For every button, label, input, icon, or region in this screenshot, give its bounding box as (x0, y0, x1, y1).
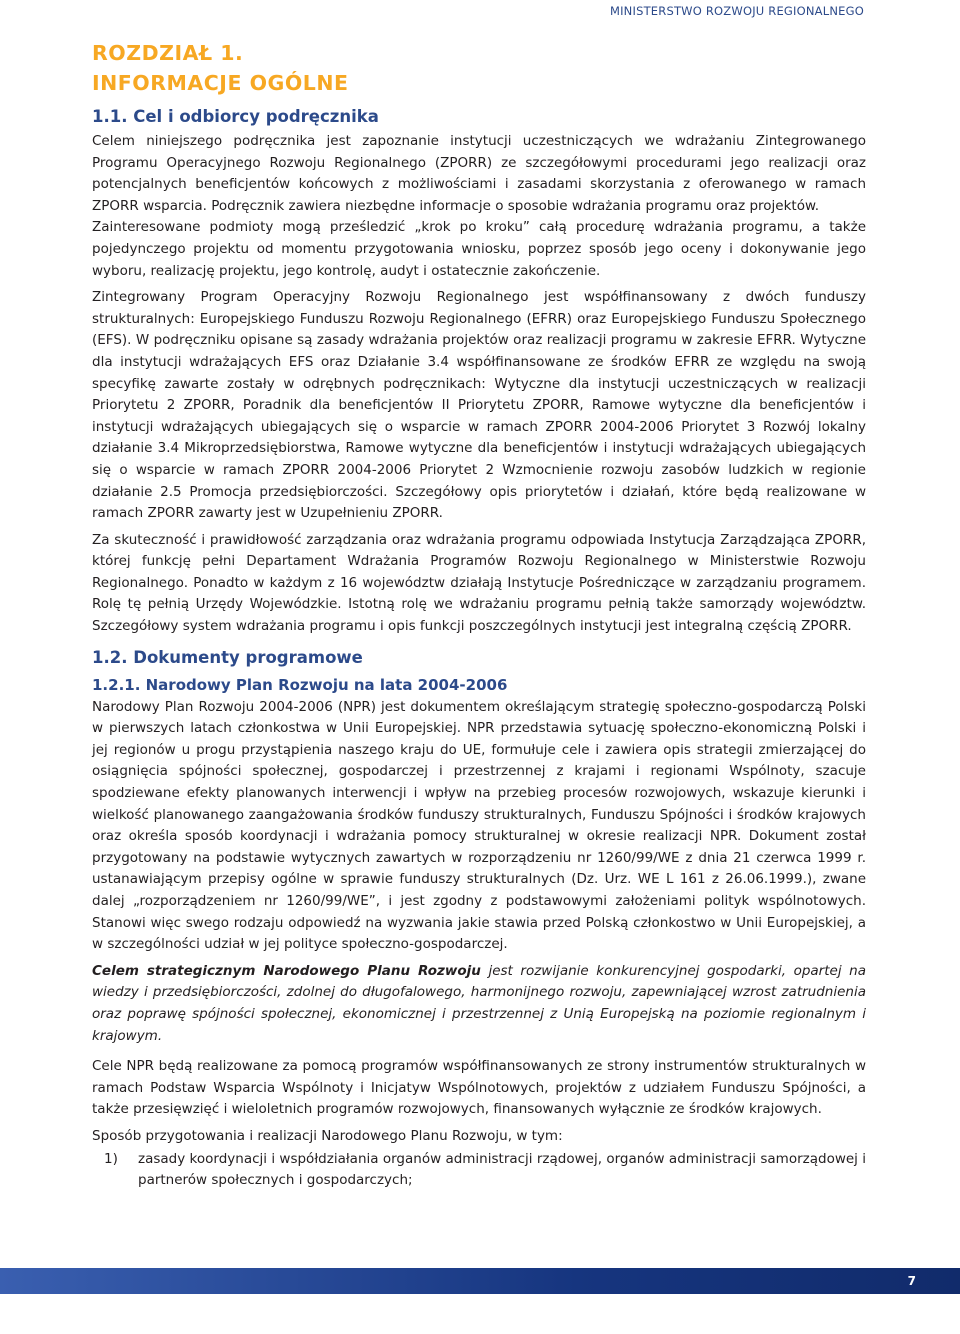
paragraph: Zainteresowane podmioty mogą prześledzić „krok po kroku” całą procedurę wdrażania programu, a także pojedynczego projektu od momentu przygotowania wniosku, poprzez sposób jego oceny i dokonywanie jego wyboru, realizację projektu, jego kontrolę, audyt i ostatecznie zakończenie. (92, 219, 866, 279)
paragraph: Sposób przygotowania i realizacji Narodowego Planu Rozwoju, w tym: (92, 1127, 563, 1144)
page-content (92, 106, 866, 1192)
list-item-text: zasady koordynacji i współdziałania organów administracji rządowej, organów administracji samorządowej i partnerów społecznych i gospodarczych; (138, 1150, 866, 1189)
strategic-goal-lead: Celem strategicznym Narodowego Planu Rozwoju (92, 962, 481, 979)
section-heading-1-1: 1.1. Cel i odbiorcy podręcznika (92, 107, 379, 126)
page-number: 7 (907, 1274, 916, 1288)
paragraph: Zintegrowany Program Operacyjny Rozwoju Regionalnego jest współfinansowany z dwóch funduszy strukturalnych: Europejskiego Funduszu Rozwoju Regionalnego (EFRR) oraz Europejskiego Funduszu Społecznego (EFS). W podręczniku opisane są zasady wdrażania projektów oraz realizacji programu w zakresie EFRR. Wytyczne dla instytucji wdrażających EFS oraz Działanie 3.4 współfinansowane ze środków EFRR ze względu na swoją specyfikę zawarte zostały w odrębnych podręcznikach: Wytyczne dla instytucji uczestniczących w realizacji Priorytetu 2 ZPORR, Poradnik dla beneficjentów II Priorytetu ZPORR, Ramowe wytyczne dla beneficjentów i instytucji wdrażających ubiegających się o wsparcie w ramach ZPORR 2004-2006 Priorytet 3 Rozwój lokalny działanie 3.4 Mikroprzedsiębiorstwa, Ramowe wytyczne dla beneficjentów i instytucji wdrażających ubiegających się o wsparcie w ramach ZPORR 2004-2006 Priorytet 2 Wzmocnienie rozwoju zasobów ludzkich w regionie działanie 2.5 Promocja przedsiębiorczości. Szczegółowy opis priorytetów i działań, które będą realizowane w ramach ZPORR zawarty jest w Uzupełnieniu ZPORR. (92, 289, 866, 522)
paragraph: Narodowy Plan Rozwoju 2004-2006 (NPR) jest dokumentem określającym strategię społeczno-gospodarczą Polski w pierwszych latach członkostwa w Unii Europejskiej. NPR przedstawia sytuację społeczno-ekonomiczną Polski i jej regionów u progu przystąpienia naszego kraju do UE, formułuje cele i zawiera opis strategii zmierzającej do osiągnięcia spójności społecznej, gospodarczej i przestrzennej z krajami i regionami Wspólnoty, szacuje spodziewane efekty planowanych interwencji i wpływ na przebieg procesów rozwojowych, wskazuje kierunki i wielkość planowanego zaangażowania środków funduszy strukturalnych, Funduszu Spójności i środków krajowych oraz określa sposób koordynacji i wdrażania pomocy strukturalnej w okresie realizacji NPR. Dokument został przygotowany na podstawie wytycznych zawartych w rozporządzeniu nr 1260/99/WE z dnia 21 czerwca 1999 r. ustanawiającym przepisy ogólne w sprawie funduszy strukturalnych (Dz. Urz. WE L 161 z 26.06.1999.), zwane dalej „rozporządzeniem nr 1260/99/WE”, i jest zgodny z podstawowymi założeniami polityk wspólnotowych. Stanowi więc swego rodzaju odpowiedź na wyzwania jakie stawia przed Polską członkostwo w Unii Europejskiej, a w szczególności udział w jej polityce społeczno-gospodarczej. (92, 698, 866, 953)
strategic-goal-text: jest rozwijanie konkurencyjnej gospodarki, opartej na wiedzy i przedsiębiorczości, zdolnej do długofalowego, harmonijnego rozwoju, zapewniającej wzrost zatrudnienia oraz poprawę spójności społecznej, ekonomicznej i przestrzennej z Unią Europejską na poziomie regionalnym i krajowym. (92, 962, 866, 1044)
paragraph: Celem niniejszego podręcznika jest zapoznanie instytucji uczestniczących we wdrażaniu Zintegrowanego Programu Operacyjnego Rozwoju Regionalnego (ZPORR) ze szczegółowymi procedurami jego realizacji oraz potencjalnych beneficjentów końcowych z możliwościami i zasadami skorzystania z oferowanego w ramach ZPORR wsparcia. Podręcznik zawiera niezbędne informacje o sposobie wdrażania programu oraz projektów. (92, 133, 866, 214)
chapter-title (92, 38, 348, 98)
section-heading-1-2: 1.2. Dokumenty programowe (92, 647, 363, 667)
list-item (92, 1149, 866, 1192)
ministry-header: MINISTERSTWO ROZWOJU REGIONALNEGO (609, 4, 864, 18)
chapter-number: ROZDZIAŁ 1. (92, 41, 244, 65)
paragraph: Cele NPR będą realizowane za pomocą programów współfinansowanych ze strony instrumentów strukturalnych w ramach Podstaw Wsparcia Wspólnoty i Inicjatyw Wspólnotowych, projektów z udziałem Funduszu Spójności, a także przesięwzięć i wieloletnich programów rozwojowych, finansowanych wyłącznie ze środków krajowych. (92, 1058, 866, 1118)
list-item-number: 1) (104, 1150, 118, 1167)
chapter-name: INFORMACJE OGÓLNE (92, 71, 349, 95)
paragraph: Za skuteczność i prawidłowość zarządzania oraz wdrażania programu odpowiada Instytucja Zarządzająca ZPORR, której funkcję pełni Departament Wdrażania Programów Rozwoju Regionalnego w Ministerstwie Rozwoju Regionalnego. Ponadto w każdym z 16 województw działają Instytucje Pośredniczące w zarządzaniu programem. Rolę tę pełnią Urzędy Wojewódzkie. Istotną rolę we wdrażaniu programu pełnią także samorządy województw. Szczegółowy system wdrażania programu i opis funkcji poszczególnych instytucji jest integralną częścią ZPORR. (92, 531, 866, 635)
strategic-goal-paragraph (92, 961, 866, 1047)
footer-bar (0, 1268, 960, 1294)
subsection-heading-1-2-1: 1.2.1. Narodowy Plan Rozwoju na lata 2004-2006 (92, 675, 508, 694)
